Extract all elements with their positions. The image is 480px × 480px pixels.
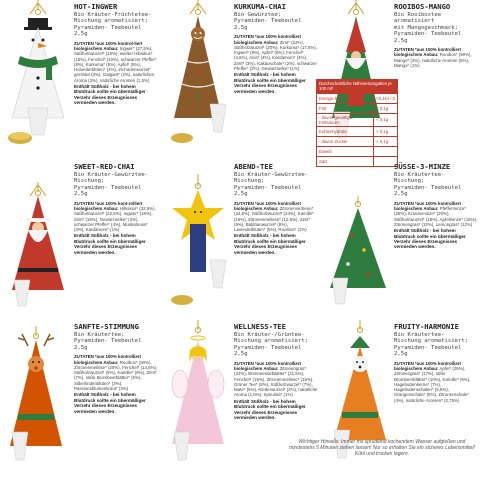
- ingredients-text: Rooibos* (30%), Zitronenmelisse* (20%), Fenchel* (14,5%), Süßholzwurzel* (9%), Kamille* (8%), Zimt* (7%), süße Brombeerblätter* (5%), Silberlindenblüten* (3%), Passionsblumenkraut* (3%): [74, 359, 158, 391]
- licorice-warning: Enthält Süßholz - bei hohem Blutdruck sollte ein übermäßiger Verzehr dieses Erzeugnisses vermieden werden.: [74, 84, 146, 106]
- nutrition-label: Kohlenhydrate: [317, 127, 374, 137]
- reindeer-box-illustration: [0, 320, 75, 480]
- star-box-illustration: [160, 160, 235, 320]
- ingredients-text: Zitronenverbene* (24,5%), Süßholzwurzel* (24%), Kamille* (16%), Zitronenmelisse* (12,5%), Zimt* (9%), Baldrianwurzel* (8%), Lavendelblüten* (5%), Rooibos* (1%): [234, 205, 314, 233]
- ingredients-text: Pfefferminze* (25%), Krauseminze* (20%), Süßholzwurzel* (18%), Apfelminze* (15%), Zitronengras* (10%), Lemongras* (12%): [394, 205, 478, 227]
- product-subtitle: Bio Kräuter-/Grüntee- Mischung aromatisiert; Pyramiden- Teebeutel 2,5g: [234, 332, 309, 358]
- licorice-warning: Enthält Süßholz - bei hohem Blutdruck sollte ein übermäßiger Verzehr dieses Erzeugnisses vermieden werden.: [74, 233, 146, 255]
- product-subtitle: Bio Kräuter-Gewürztee- Mischung; Pyramiden- Teebeutel 2,5g: [234, 172, 309, 198]
- product-name: SWEET-RED-CHAI: [74, 162, 135, 171]
- ingredients-text: Ingwer* (27,5%), Süßholzwurzel* (15%), weißer Hibiskus* (15%), Fenchel* (10%), schwarzer Pfeffer* (8%), Kurkuma* (5%), Apfel* (5%), Holunderblüten* (4%), Zichorienwurzel* geröstet (3%), Galgant* (2%), natürliches Aroma (2%), natürliche Aromen (1,5%): [74, 45, 157, 83]
- ingredients-text: Hibiskus* (32,5%), Süßholzwurzel* (22,5%), Ingwer* (18%), Zimt* (15%), Gewürznelke* (3%), schwarzer Pfeffer* (4%), Muskatnuss* (3%), Kardamom* (1%): [74, 205, 156, 233]
- santa-box-illustration: [0, 160, 75, 320]
- product-subtitle: Bio Kräutertee- Mischung aromatisiert; Pyramiden- Teebeutel 2,5g: [394, 332, 469, 358]
- ingredients-heading: ZUTATEN *aus 100% kontrolliert biologischem Anbau:: [234, 34, 301, 45]
- product-hot-ingwer: [0, 0, 160, 160]
- nutrition-value: < 0,1g: [374, 137, 398, 147]
- product-subtitle: Bio Kräuter-Gewürztee- Mischung; Pyramiden- Teebeutel 2,5g: [74, 172, 149, 198]
- ingredients-heading: ZUTATEN *aus 100% kontrolliert biologischem Anbau:: [394, 47, 461, 58]
- product-kurkuma-chai: [160, 0, 320, 160]
- nutrition-value: <0,1kJ / 2: [374, 93, 398, 103]
- nutrition-label: Eiweiß: [317, 147, 374, 157]
- nutrition-label: Fett: [317, 103, 374, 113]
- nutrition-value: < 0,1g: [374, 103, 398, 113]
- product-name: SÜSSE-3-MINZE: [394, 162, 451, 171]
- licorice-warning: Enthält Süßholz - bei hohem Blutdruck sollte ein übermäßiger Verzehr dieses Erzeugnisses vermieden werden.: [394, 228, 466, 250]
- licorice-warning: Enthält Süßholz - bei hohem Blutdruck sollte ein übermäßiger Verzehr dieses Erzeugnisses vermieden werden.: [234, 233, 306, 255]
- ingredients-text: Zitronengras* (22%), Brennnesselblätter* (21,5%), Fenchel* (15%), Zitronenmelisse* (15%), Grüner Tee* (8%), Süßholzwurzel* (7%), Mate* (5%), Kletterwurzel* (2%), natürliche Aroma (1,5%), Spirulina* (1%): [234, 365, 318, 398]
- product-sweet-red-chai: [0, 160, 160, 320]
- product-suesse-3-minze: [320, 160, 480, 320]
- ingredients-heading: ZUTATEN *aus 100% kontrolliert biologischem Anbau:: [234, 200, 301, 211]
- nutrition-label: Energie kcal: [317, 93, 374, 103]
- ingredients-heading: ZUTATEN *aus 100% kont-rolliert biologischem Anbau:: [74, 200, 143, 211]
- product-name: ROOIBOS-MANGO: [394, 2, 451, 11]
- ingredients-heading: ZUTATEN *aus 100% kontrolliert biologischem Anbau:: [394, 360, 461, 371]
- licorice-warning: Enthält Süßholz - bei hohem Blutdruck sollte ein übermäßiger Verzehr dieses Erzeugnisses vermieden werden.: [74, 392, 146, 414]
- nutrition-label: Salz: [317, 157, 374, 167]
- product-subtitle: Bio Rooibostee aromatisiert mit Mangogeschmack; Pyramiden- Teebeutel 2,5g: [394, 12, 462, 44]
- snowman-box-illustration: [0, 0, 75, 160]
- product-subtitle: Bio Kräuter-Früchtetee- Mischung aromatisiert; Pyramiden- Teebeutel 2,5g: [74, 12, 152, 38]
- product-name: KURKUMA-CHAI: [234, 2, 286, 11]
- product-abend-tee: [160, 160, 320, 320]
- product-subtitle: Bio Kräutertee; Pyramiden- Teebeutel 2,5g: [74, 332, 142, 351]
- angel-box-illustration: [160, 320, 235, 480]
- ingredients-heading: ZUTATEN *aus 100% kontrolliert biologischem Anbau:: [234, 360, 301, 371]
- product-name: SANFTE-STIMMUNG: [74, 322, 139, 331]
- product-name: WELLNESS-TEE: [234, 322, 286, 331]
- nutrition-label: - davon Zucker: [317, 137, 374, 147]
- product-name: HOT-INGWER: [74, 2, 118, 11]
- product-subtitle: Bio Kräutertee- Mischung; Pyramiden- Teebeutel 2,5g: [394, 172, 462, 198]
- nutrition-value: [374, 147, 398, 157]
- nutrition-label: - davon gesättigte Fettsäuren: [317, 113, 374, 127]
- preparation-note: Wichtiger Hinweis: Immer mit sprudelnd kochendem Wasser aufgießen und mindestens 5 Minuten ziehen lassen! Nur so erhalten Sie ein sicheres Lebensmittel! Kühl und trocken lagern.: [289, 439, 475, 458]
- gingerbread-box-illustration: [160, 0, 235, 160]
- ingredients-heading: ZUTATEN *aus 100% kontrol-liert biologischem Anbau:: [74, 40, 143, 51]
- ingredients-text: Apfel* (26%), Zitronengras* (17%), süße Brombeerblätter* (10%), Kamille* (9%), Hagebuttenkerne* (7%), Hagebuttenschalen* (5,5%), Orangenschale* (5%), Zitronenschale* (4%), natürliche Aromen* (2,75%): [394, 365, 471, 403]
- product-name: FRUITY-HARMONIE: [394, 322, 459, 331]
- licorice-warning: Enthält Süßholz - bei hohem Blutdruck sollte ein übermäßiger Verzehr dieses Erzeugnisses vermieden werden.: [234, 398, 306, 420]
- nutrition-header: Durchschnittliche Nährwertangaben je 100 ml*: [317, 80, 398, 94]
- licorice-warning: Enthält Süßholz - bei hohem Blutdruck sollte ein übermäßiger Verzehr dieses Erzeugnisses vermieden werden.: [234, 72, 306, 94]
- nutrition-table: [316, 79, 398, 167]
- ingredients-text: Rooibos* (90%), Mango* (4%), natürliche Aromen (5%), Mango* (1%): [394, 52, 472, 68]
- nutrition-value: < 0,1g: [374, 127, 398, 137]
- tree-box-illustration: [320, 160, 395, 320]
- product-subtitle: Bio Gewürztee; Pyramiden- Teebeutel 2,5g: [234, 12, 302, 31]
- ingredients-text: Zimt* (22%), Süßholzwurzel* (20%), Kurkuma* (17,5%), Ingwer* (8%), Apfel* (6%), Fenchel* (4,5%), Anis* (4%), Kardamom* (4%), Zimt* (3%), Kakaoschale* (2%), schwarzer Pfeffer* (2%), Gewürznelke* (1%): [234, 39, 317, 71]
- nutrition-value: < 0,1g: [374, 113, 398, 127]
- ingredients-heading: ZUTATEN *aus 100% kontrolliert biologischem Anbau:: [74, 354, 141, 365]
- product-name: ABEND-TEE: [234, 162, 273, 171]
- ingredients-heading: ZUTATEN *aus 100% kontrolliert biologischem Anbau:: [394, 200, 461, 211]
- product-sanfte-stimmung: [0, 320, 160, 480]
